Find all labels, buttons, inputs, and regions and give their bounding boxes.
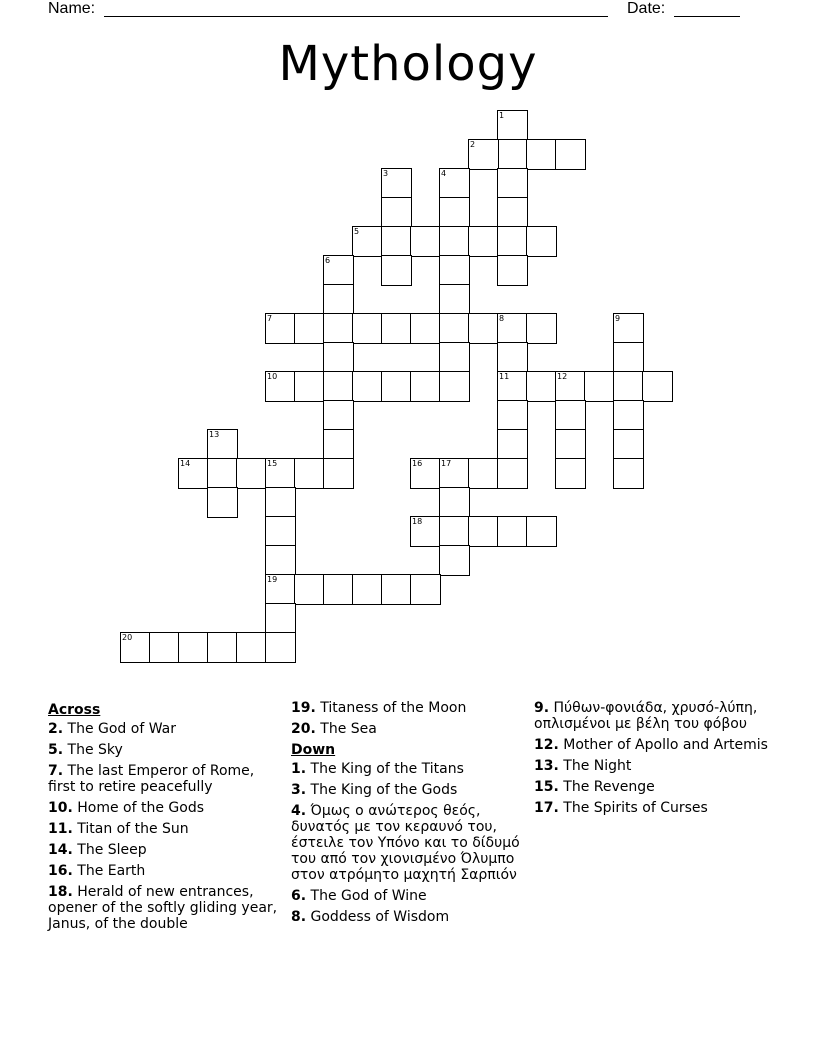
grid-cell[interactable] — [497, 516, 528, 547]
clue-item-text: Mother of Apollo and Artemis — [558, 737, 768, 753]
clue-item-text: The Spirits of Curses — [558, 800, 708, 816]
grid-cell[interactable] — [207, 487, 238, 518]
clue-item — [291, 782, 523, 798]
grid-cell[interactable] — [410, 371, 441, 402]
clue-item-number: 4. — [291, 803, 307, 819]
grid-cell[interactable] — [294, 458, 325, 489]
clue-number: 4 — [441, 169, 447, 178]
clue-item-number: 15. — [534, 779, 559, 795]
grid-cell[interactable] — [439, 516, 470, 547]
clue-item-number: 12. — [534, 737, 559, 753]
clue-item — [48, 842, 278, 858]
clue-number: 8 — [499, 314, 505, 323]
grid-cell[interactable] — [323, 458, 354, 489]
grid-cell[interactable] — [497, 255, 528, 286]
clue-item — [534, 758, 774, 774]
grid-cell[interactable] — [468, 516, 499, 547]
grid-cell[interactable] — [265, 371, 296, 402]
clue-item-text: Titan of the Sun — [72, 821, 189, 837]
clue-item — [291, 700, 523, 716]
grid-cell[interactable] — [439, 197, 470, 228]
grid-cell[interactable] — [410, 516, 441, 547]
clue-item-number: 14. — [48, 842, 73, 858]
date-field[interactable] — [674, 16, 740, 17]
grid-cell[interactable] — [439, 168, 470, 199]
clue-item-number: 18. — [48, 884, 73, 900]
clue-item — [534, 800, 774, 816]
grid-cell[interactable] — [410, 574, 441, 605]
clue-number: 9 — [615, 314, 621, 323]
clue-number: 1 — [499, 111, 505, 120]
grid-cell[interactable] — [265, 313, 296, 344]
grid-cell[interactable] — [555, 139, 586, 170]
grid-cell[interactable] — [323, 400, 354, 431]
grid-cell[interactable] — [555, 429, 586, 460]
grid-cell[interactable] — [352, 371, 383, 402]
grid-cell[interactable] — [294, 371, 325, 402]
grid-cell[interactable] — [178, 632, 209, 663]
clue-item-text: The God of Wine — [306, 888, 427, 904]
down-heading: Down — [291, 742, 336, 758]
clue-item-number: 1. — [291, 761, 307, 777]
grid-cell[interactable] — [381, 197, 412, 228]
clue-item-text: The God of War — [63, 721, 176, 737]
grid-cell[interactable] — [497, 429, 528, 460]
clue-item — [48, 821, 278, 837]
clue-item — [534, 779, 774, 795]
grid-cell[interactable] — [439, 371, 470, 402]
across-heading: Across — [48, 702, 101, 718]
grid-cell[interactable] — [439, 342, 470, 373]
grid-cell[interactable] — [526, 371, 557, 402]
clue-item — [48, 763, 278, 795]
down-clue-list — [291, 761, 523, 925]
grid-cell[interactable] — [526, 313, 557, 344]
grid-cell[interactable] — [613, 313, 644, 344]
grid-cell[interactable] — [526, 226, 557, 257]
clue-item-number: 3. — [291, 782, 307, 798]
grid-cell[interactable] — [323, 255, 354, 286]
clue-number: 5 — [354, 227, 360, 236]
clue-item-number: 2. — [48, 721, 64, 737]
clue-item-text: Goddess of Wisdom — [306, 909, 450, 925]
clue-item-text: The King of the Gods — [306, 782, 458, 798]
grid-cell[interactable] — [352, 226, 383, 257]
grid-cell[interactable] — [439, 284, 470, 315]
grid-cell[interactable] — [323, 342, 354, 373]
clue-item — [291, 803, 523, 883]
clue-item — [48, 800, 278, 816]
clue-number: 2 — [470, 140, 476, 149]
clue-item-number: 16. — [48, 863, 73, 879]
clue-item-number: 10. — [48, 800, 73, 816]
grid-cell[interactable] — [265, 632, 296, 663]
grid-cell[interactable] — [468, 226, 499, 257]
clue-number: 15 — [267, 459, 278, 468]
clue-item-text: The Sky — [63, 742, 123, 758]
clue-number: 17 — [441, 459, 452, 468]
clue-number: 3 — [383, 169, 389, 178]
across-clue-list — [48, 721, 278, 932]
clue-number: 14 — [180, 459, 191, 468]
grid-cell[interactable] — [381, 371, 412, 402]
clue-item-number: 7. — [48, 763, 64, 779]
grid-cell[interactable] — [439, 255, 470, 286]
grid-cell[interactable] — [555, 458, 586, 489]
grid-cell[interactable] — [497, 400, 528, 431]
grid-cell[interactable] — [294, 313, 325, 344]
grid-cell[interactable] — [323, 284, 354, 315]
clue-item-number: 17. — [534, 800, 559, 816]
grid-cell[interactable] — [352, 574, 383, 605]
grid-cell[interactable] — [439, 545, 470, 576]
grid-cell[interactable] — [236, 632, 267, 663]
clue-item-number: 5. — [48, 742, 64, 758]
clue-item — [291, 721, 523, 737]
clue-column-1 — [48, 700, 278, 937]
grid-cell[interactable] — [497, 371, 528, 402]
grid-cell[interactable] — [468, 313, 499, 344]
grid-cell[interactable] — [323, 371, 354, 402]
clue-item — [291, 761, 523, 777]
clue-number: 16 — [412, 459, 423, 468]
grid-cell[interactable] — [149, 632, 180, 663]
grid-cell[interactable] — [497, 313, 528, 344]
grid-cell[interactable] — [497, 458, 528, 489]
grid-cell[interactable] — [497, 168, 528, 199]
grid-cell[interactable] — [265, 545, 296, 576]
clue-number: 10 — [267, 372, 278, 381]
clue-number: 20 — [122, 633, 133, 642]
grid-cell[interactable] — [410, 313, 441, 344]
grid-cell[interactable] — [439, 458, 470, 489]
clue-item-text: Όμως ο ανώτερος θεός, δυνατός με τον κεραυνό του, έστειλε τον Υπόνο και το δίδυμό του από τον χιονισμένο Όλυμπο στον ατρόμητο μαχητή Σαρπιόν — [291, 803, 520, 883]
clue-item-text: The Sea — [315, 721, 377, 737]
clue-item-text: The last Emperor of Rome, first to retire peacefully — [48, 763, 255, 795]
grid-cell[interactable] — [178, 458, 209, 489]
grid-cell[interactable] — [236, 458, 267, 489]
across-clue-list-continued — [291, 700, 523, 737]
clue-item-text: The Earth — [72, 863, 146, 879]
clue-item-text: The Revenge — [558, 779, 655, 795]
grid-cell[interactable] — [381, 226, 412, 257]
grid-cell[interactable] — [410, 458, 441, 489]
clue-item — [48, 863, 278, 879]
grid-cell[interactable] — [613, 400, 644, 431]
grid-cell[interactable] — [497, 226, 528, 257]
grid-cell[interactable] — [584, 371, 615, 402]
grid-cell[interactable] — [642, 371, 673, 402]
clue-item-number: 19. — [291, 700, 316, 716]
clue-number: 19 — [267, 575, 278, 584]
grid-cell[interactable] — [265, 516, 296, 547]
grid-cell[interactable] — [265, 458, 296, 489]
grid-cell[interactable] — [207, 632, 238, 663]
clue-item-text: Πύθων-φονιάδα, χρυσό-λύπη, οπλισμένοι με βέλη του φόβου — [534, 700, 758, 732]
clue-item-text: Home of the Gods — [72, 800, 205, 816]
grid-cell[interactable] — [265, 603, 296, 634]
grid-cell[interactable] — [207, 458, 238, 489]
clue-item-number: 13. — [534, 758, 559, 774]
clue-item-number: 11. — [48, 821, 73, 837]
grid-cell[interactable] — [526, 516, 557, 547]
grid-cell[interactable] — [323, 574, 354, 605]
clue-item-text: The Sleep — [72, 842, 147, 858]
grid-cell[interactable] — [410, 226, 441, 257]
grid-cell[interactable] — [613, 458, 644, 489]
grid-cell[interactable] — [497, 139, 528, 170]
grid-cell[interactable] — [613, 371, 644, 402]
clue-item — [291, 909, 523, 925]
clue-item — [534, 700, 774, 732]
clue-item — [291, 888, 523, 904]
clue-item-number: 8. — [291, 909, 307, 925]
clue-item-number: 9. — [534, 700, 550, 716]
grid-cell[interactable] — [613, 429, 644, 460]
grid-cell[interactable] — [381, 574, 412, 605]
clue-number: 11 — [499, 372, 510, 381]
grid-cell[interactable] — [381, 168, 412, 199]
date-label: Date: — [627, 0, 666, 17]
down-clue-list-continued — [534, 700, 774, 816]
clue-item-number: 6. — [291, 888, 307, 904]
grid-cell[interactable] — [381, 255, 412, 286]
grid-cell[interactable] — [323, 429, 354, 460]
grid-cell[interactable] — [207, 429, 238, 460]
clue-item-number: 20. — [291, 721, 316, 737]
grid-cell[interactable] — [323, 313, 354, 344]
grid-cell[interactable] — [497, 197, 528, 228]
clue-item — [48, 721, 278, 737]
grid-cell[interactable] — [381, 313, 412, 344]
grid-cell[interactable] — [468, 458, 499, 489]
grid-cell[interactable] — [120, 632, 151, 663]
name-label: Name: — [48, 0, 96, 17]
clue-item — [48, 884, 278, 932]
clue-number: 13 — [209, 430, 220, 439]
grid-cell[interactable] — [265, 574, 296, 605]
clue-item — [534, 737, 774, 753]
clue-column-3 — [534, 700, 774, 821]
clue-item — [48, 742, 278, 758]
clue-number: 12 — [557, 372, 568, 381]
name-field[interactable] — [104, 16, 608, 17]
clue-item-text: The King of the Titans — [306, 761, 464, 777]
grid-cell[interactable] — [526, 139, 557, 170]
grid-cell[interactable] — [497, 110, 528, 141]
grid-cell[interactable] — [613, 342, 644, 373]
grid-cell[interactable] — [555, 371, 586, 402]
clue-number: 7 — [267, 314, 273, 323]
clue-number: 18 — [412, 517, 423, 526]
grid-cell[interactable] — [439, 226, 470, 257]
clue-column-2 — [291, 700, 523, 930]
grid-cell[interactable] — [352, 313, 383, 344]
page-title: Mythology — [278, 36, 538, 92]
grid-cell[interactable] — [439, 313, 470, 344]
clue-item-text: Titaness of the Moon — [315, 700, 467, 716]
grid-cell[interactable] — [265, 487, 296, 518]
grid-cell[interactable] — [468, 139, 499, 170]
clue-item-text: The Night — [558, 758, 632, 774]
grid-cell[interactable] — [555, 400, 586, 431]
clue-item-text: Herald of new entrances, opener of the softly gliding year, Janus, of the double — [48, 884, 278, 932]
grid-cell[interactable] — [294, 574, 325, 605]
grid-cell[interactable] — [497, 342, 528, 373]
clue-number: 6 — [325, 256, 331, 265]
grid-cell[interactable] — [439, 487, 470, 518]
